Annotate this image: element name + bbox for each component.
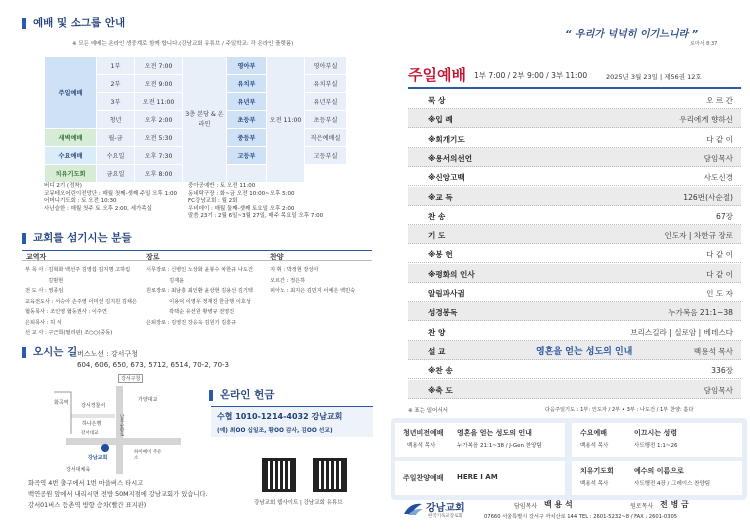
order-row — [408, 302, 741, 321]
broadcast-note: ※ 모든 예배는 온라인 생중계로 함께 합니다.(강남교회 유튜브 / 주일학교: 각 온라인 플랫폼) — [72, 41, 294, 47]
order-item-name: ※용서의선언 — [428, 153, 473, 163]
service-card-label: 수요예배 — [580, 429, 608, 437]
elders-list — [146, 265, 268, 328]
bus-label: 버스노선 : 강서구청 — [77, 350, 138, 358]
map-label: 남부순환로 — [119, 414, 124, 437]
service-part: 청년 — [97, 111, 135, 129]
staff-line: 은퇴목사 : 허 식 — [25, 319, 62, 326]
service-card-title: 이끄시는 성령 — [634, 429, 678, 437]
service-card-sub: 누가복음 21:1~38 / J-Gen 찬양팀 — [457, 443, 542, 449]
service-part: 월-금 — [97, 129, 135, 147]
service-time: 오전 9:00 — [135, 75, 183, 93]
emeritus-label: 원로목사 — [630, 503, 654, 510]
verse-reference: 로마서 8:37 — [690, 41, 718, 47]
service-times: 1부 7:00 / 2부 9:00 / 3부 11:00 — [474, 71, 588, 80]
sunday-worship-label: 주일예배 — [45, 57, 97, 129]
order-item-name: ※축 도 — [428, 385, 453, 395]
pastors-list — [25, 265, 145, 339]
order-row — [408, 109, 741, 128]
order-item-value: 백용석 목사 — [693, 346, 733, 356]
offering-section-title: 온라인 헌금 — [209, 390, 274, 401]
small-group-list-right — [188, 183, 373, 221]
staff-line: 김재윤 — [146, 277, 185, 284]
order-item-name: 기 도 — [428, 231, 446, 241]
order-item-value: 다 같 이 — [706, 269, 733, 279]
order-item-value: 담임목사 — [703, 153, 733, 163]
dept-name: 영아부 — [227, 57, 267, 75]
staff-line: 곽택순 유선원 황병규 전영진 — [146, 309, 235, 315]
order-item-name: 묵 상 — [428, 96, 446, 105]
small-group-item: 동네탁구장 : 화~금 오전 10:00~오후 5:00 — [188, 190, 295, 197]
dept-room: 유년부실 — [305, 93, 347, 111]
order-item-name: ※신앙고백 — [428, 173, 465, 183]
service-part: 수요일 — [97, 147, 135, 165]
dept-name: 유년부 — [227, 93, 267, 111]
service-part: 3부 — [97, 93, 135, 111]
serve-header-col: 장로 — [146, 253, 160, 261]
next-week-prayer: 다음주일기도 : 1부: 인도자 / 2부 • 3부 : 나도건 / 1부 찬양: 홀다 — [545, 407, 694, 413]
service-card — [395, 423, 565, 457]
worship-schedule-table — [44, 56, 347, 183]
order-item-name: 설 교 — [428, 346, 446, 356]
service-time: 오전 11:00 — [135, 93, 183, 111]
other-services-box — [391, 418, 747, 500]
order-item-value: 인도자 | 차한규 장로 — [664, 231, 733, 241]
service-card-title: 예수의 이름으로 — [634, 467, 684, 475]
order-item-name: ※교 독 — [428, 192, 453, 202]
dept-name: 고등부 — [227, 147, 267, 165]
bulletin-date: 2025년 3월 23일 | 제56권 12호 — [606, 73, 702, 81]
account-note: (예) 최OO 십일조, 황OO 감사, 김OO 선교) — [217, 428, 333, 434]
map-label: 하나은행 — [82, 421, 102, 427]
church-name: 강남교회 — [426, 503, 465, 514]
service-card — [395, 461, 565, 495]
order-row — [408, 148, 741, 167]
sermon-title: 영혼을 얻는 성도의 인내 — [536, 346, 633, 357]
map-label: 강서대체육 — [66, 467, 91, 473]
service-time: 오후 7:30 — [135, 147, 183, 165]
dept-name: 중등부 — [227, 129, 267, 147]
staff-line: 교육전도사 : 서승아 손주영 이미선 김지원 김채은 — [25, 298, 137, 305]
emeritus-pastor: 전 병 금 — [660, 500, 689, 509]
dept-name: 초등부 — [227, 111, 267, 129]
order-item-name: ※회개기도 — [428, 134, 465, 144]
order-row — [408, 90, 741, 109]
healing-prayer-label: 치유기도회 — [45, 165, 97, 183]
small-group-item: FC강남교회 : 월 2회 — [188, 198, 238, 204]
choir-list — [270, 265, 374, 297]
standing-note: ※ 표는 일어서서 — [408, 408, 448, 414]
order-item-value: 사도신경 — [703, 173, 733, 183]
order-row — [408, 360, 741, 379]
order-item-name: ※입 례 — [428, 115, 453, 125]
order-row — [408, 187, 741, 206]
directions-section-title: 오시는 길 — [22, 347, 77, 358]
small-group-item: 버디 2기 (정착) — [44, 183, 82, 189]
order-row — [408, 129, 741, 148]
serve-header — [22, 250, 372, 261]
map-label: 강서구청 — [118, 374, 143, 383]
pastor-label: 담임목사 — [514, 503, 538, 510]
directions-text — [28, 478, 228, 511]
service-time: 오전 7:00 — [135, 57, 183, 75]
order-row — [408, 341, 741, 360]
church-logo-icon — [402, 500, 424, 516]
direction-line: 백연공원 앞에서 내리시면 전방 50M지점에 강남교회가 있습니다. — [28, 491, 208, 498]
dept-room: 직은예배실 — [305, 129, 347, 147]
service-part: 금요일 — [97, 165, 135, 183]
service-card-label: 치유기도회 — [580, 467, 614, 475]
staff-line: 이용덕 이영우 정재진 한금행 이호성 — [146, 298, 251, 305]
order-item-value: 67장 — [716, 211, 733, 221]
small-group-item: 어머니기도회 : 토 오전 10:30 — [44, 198, 117, 204]
title-underline — [408, 87, 741, 89]
church-marker — [101, 444, 109, 452]
small-group-item: 사닌슬한 : 매월 첫주 토 오후 2:00, 세가족실 — [44, 205, 152, 212]
service-card-title: 영혼을 얻는 성도의 인내 — [457, 429, 532, 437]
small-group-item: 코뮤테오어린이전망단 : 매월 첫째-셋째 주일 오후 1:00 — [44, 190, 177, 197]
service-time: 오후 8:00 — [135, 165, 183, 183]
service-card — [572, 461, 742, 495]
small-group-item: 우비데이 : 매월 둘째-셋째 토요일 오후 2:00 — [188, 205, 295, 212]
service-card-title: HERE I AM — [457, 473, 498, 481]
service-card-sub: 사도행전 4장 / 그레이스 찬양팀 — [634, 481, 711, 487]
order-item-value: 126번(사순절) — [683, 192, 733, 202]
service-part: 2부 — [97, 75, 135, 93]
service-card-label: 청년비전예배 — [403, 429, 444, 437]
map-label: 하이메이 주유소 — [134, 450, 162, 461]
service-time: 오전 5:30 — [135, 129, 183, 147]
map-label: 화곡역 — [54, 400, 69, 406]
order-item-value: 우리에게 향하신 — [679, 115, 733, 125]
dept-room: 유치부실 — [305, 75, 347, 93]
staff-line: 지 휘 : 박정현 장성아 — [270, 267, 319, 273]
order-row — [408, 322, 741, 341]
staff-line: 전 도 사 : 영종임 — [25, 288, 64, 294]
dept-room: 영아부실 — [305, 57, 347, 75]
staff-line: 협동목사 : 조인영 협동권사 : 이주연 — [25, 309, 107, 315]
order-row — [408, 264, 741, 283]
worship-section-title: 예배 및 소그룹 안내 — [22, 18, 125, 29]
bus-numbers: 604, 606, 650, 673, 5712, 6514, 70-2, 70-3 — [77, 361, 229, 369]
main-hall-label: 3층 본당 & 온라인 — [183, 57, 227, 183]
order-row — [408, 244, 741, 263]
serve-section-title: 교회를 섬기시는 분들 — [22, 233, 132, 244]
church-address: 07660 서울특별시 강서구 까치산로 144 TEL : 2601-5232~8 / FAX : 2601-0305 — [484, 514, 678, 520]
service-time: 오후 2:00 — [135, 111, 183, 129]
direction-line: 강서01버스 등촌역 방향 승차(빨간 표지판) — [28, 502, 147, 509]
service-card-person: 백용석 목사 — [580, 443, 609, 449]
order-item-name: ※찬 송 — [428, 366, 453, 376]
service-part: 1부 — [97, 57, 135, 75]
order-row — [408, 225, 741, 244]
order-item-value: 오 르 간 — [706, 96, 733, 105]
service-card-person: 백용석 목사 — [407, 443, 436, 449]
service-card-label: 주일찬양예배 — [403, 474, 444, 482]
order-item-name: 알림과사귐 — [428, 289, 465, 298]
service-card-person: 백용석 목사 — [580, 481, 609, 487]
account-number[interactable]: 수협 1010-1214-4032 강남교회 — [217, 412, 343, 421]
order-item-name: 찬 송 — [428, 211, 446, 221]
dept-room: 고등부실 — [305, 147, 347, 165]
order-item-value: 인 도 자 — [706, 289, 733, 298]
denomination: 한국기독교장로회 — [428, 514, 463, 519]
senior-pastor: 백 용 석 — [544, 500, 573, 509]
map-label: 강서경찰서 — [81, 403, 106, 409]
map-label: 강남교회 — [88, 455, 108, 461]
dept-room: 초등부실 — [305, 111, 347, 129]
order-row — [408, 380, 741, 399]
dept-name: 유치부 — [227, 75, 267, 93]
youtube-qr-code[interactable] — [313, 458, 347, 492]
wednesday-worship-label: 수요예배 — [45, 147, 97, 165]
order-item-name: 성경봉독 — [428, 308, 458, 318]
staff-line: 피아노 : 최지은 김민지 이예은 백민숙 — [270, 288, 356, 294]
staff-line: 은퇴장로 : 김영진 강응옥 김원기 김흥규 — [146, 319, 237, 326]
service-card-sub: 사도행전 1:1~26 — [634, 443, 678, 449]
staff-line: 선 교 사 : 구근희(필리핀) 조○○(중동) — [25, 330, 113, 336]
staff-line: 부 목 사 : 김혁화 백선주 김영섭 김지명 고하림 — [25, 267, 131, 273]
small-group-item: 말씀 23기 : 2월 6일~3월 27일, 매주 목요일 오후 7:00 — [188, 213, 324, 219]
dawn-worship-label: 새벽예배 — [45, 129, 97, 147]
order-item-value: 다 같 이 — [706, 134, 733, 144]
staff-line: 김범현 — [25, 277, 64, 284]
map-label: 강서대교 — [81, 431, 99, 436]
order-item-value: 브리스길라 | 실로암 | 베데스다 — [630, 327, 733, 337]
offering-box — [211, 406, 373, 437]
serve-header-col: 찬양 — [270, 253, 284, 261]
direction-line: 화곡역 4번 출구에서 1번 마을버스 타시고 — [28, 480, 144, 487]
blank-cell — [227, 165, 305, 183]
order-item-name: 찬 양 — [428, 327, 446, 337]
order-item-name: ※평화의 인사 — [428, 269, 475, 279]
serve-header-col: 교역자 — [26, 253, 47, 261]
staff-line: 시무장로 : 신병인 노상화 윤봉수 차한규 나도건 — [146, 267, 253, 273]
order-item-value: 담임목사 — [703, 385, 733, 395]
order-item-value: 누가복음 21:1~38 — [668, 308, 733, 318]
staff-line: 원로장로 : 최남흥 최인환 윤상현 김용선 김기택 — [146, 288, 253, 294]
qr-caption: 강남교회 웹사이트 | 강남교회 유튜브 — [254, 500, 343, 506]
map-label: 가양대교 — [138, 397, 158, 403]
order-row — [408, 167, 741, 186]
order-row — [408, 283, 741, 302]
church-map — [46, 374, 181, 474]
theme-verse: “ 우리가 넉넉히 이기느니라 ” — [565, 29, 699, 40]
order-row — [408, 206, 741, 225]
dept-time: 오전 11:00 — [267, 57, 305, 183]
order-item-value: 다 같 이 — [706, 250, 733, 260]
small-group-item: 중아공예반 : 토 오전 11:00 — [188, 183, 256, 189]
order-item-value: 336장 — [711, 366, 733, 376]
order-item-name: ※봉 헌 — [428, 250, 453, 260]
staff-line: 오르간 : 정은하 — [270, 277, 306, 284]
service-card — [572, 423, 742, 457]
website-qr-code[interactable] — [262, 458, 296, 492]
small-group-list-left — [44, 183, 189, 213]
page-title: 주일예배 — [408, 66, 466, 84]
